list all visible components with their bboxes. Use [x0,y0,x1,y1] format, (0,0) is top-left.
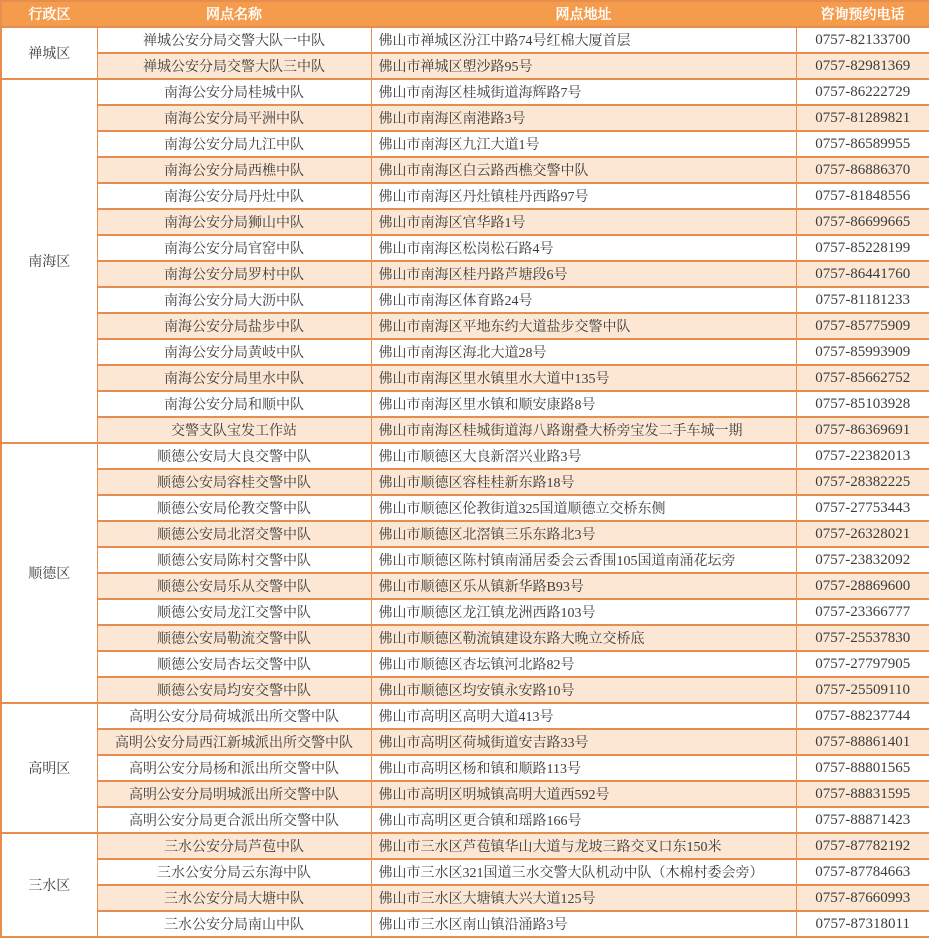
table-row [1,833,929,859]
address-cell: 佛山市高明区更合镇和瑶路166号 [371,807,796,833]
phone-cell: 0757-28382225 [796,469,929,495]
station-name-cell: 高明公安分局荷城派出所交警中队 [97,703,371,729]
station-name-cell: 顺德公安局乐从交警中队 [97,573,371,599]
header-station-address: 网点地址 [371,1,796,27]
phone-cell: 0757-85775909 [796,313,929,339]
table-row [1,209,929,235]
address-cell: 佛山市高明区杨和镇和顺路113号 [371,755,796,781]
table-row [1,365,929,391]
table-row [1,807,929,833]
station-name-cell: 顺德公安局陈村交警中队 [97,547,371,573]
district-cell: 禅城区 [1,27,97,79]
phone-cell: 0757-88861401 [796,729,929,755]
phone-cell: 0757-27753443 [796,495,929,521]
address-cell: 佛山市顺德区陈村镇南涌居委会云香围105国道南涌花坛旁 [371,547,796,573]
station-name-cell: 顺德公安局大良交警中队 [97,443,371,469]
phone-cell: 0757-88871423 [796,807,929,833]
table-row [1,27,929,53]
table-row [1,729,929,755]
station-name-cell: 南海公安分局黄岐中队 [97,339,371,365]
table-row [1,625,929,651]
table-row [1,391,929,417]
station-name-cell: 南海公安分局九江中队 [97,131,371,157]
station-name-cell: 顺德公安局伦教交警中队 [97,495,371,521]
address-cell: 佛山市南海区体育路24号 [371,287,796,313]
phone-cell: 0757-26328021 [796,521,929,547]
address-cell: 佛山市三水区321国道三水交警大队机动中队（木棉村委会旁） [371,859,796,885]
phone-cell: 0757-25509110 [796,677,929,703]
table-row [1,417,929,443]
address-cell: 佛山市南海区里水镇里水大道中135号 [371,365,796,391]
address-cell: 佛山市南海区官华路1号 [371,209,796,235]
table-row [1,651,929,677]
phone-cell: 0757-85228199 [796,235,929,261]
table-row [1,495,929,521]
table-row [1,781,929,807]
phone-cell: 0757-81181233 [796,287,929,313]
table-row [1,755,929,781]
station-name-cell: 三水公安分局芦苞中队 [97,833,371,859]
address-cell: 佛山市顺德区容桂桂新东路18号 [371,469,796,495]
phone-cell: 0757-86699665 [796,209,929,235]
district-cell: 南海区 [1,79,97,443]
district-cell: 高明区 [1,703,97,833]
address-cell: 佛山市南海区白云路西樵交警中队 [371,157,796,183]
station-name-cell: 南海公安分局大沥中队 [97,287,371,313]
address-cell: 佛山市禅城区汾江中路74号红棉大厦首层 [371,27,796,53]
phone-cell: 0757-86369691 [796,417,929,443]
address-cell: 佛山市高明区高明大道413号 [371,703,796,729]
station-name-cell: 南海公安分局平洲中队 [97,105,371,131]
address-cell: 佛山市顺德区北滘镇三乐东路北3号 [371,521,796,547]
table-row [1,53,929,79]
table-row [1,131,929,157]
address-cell: 佛山市顺德区大良新滘兴业路3号 [371,443,796,469]
station-name-cell: 南海公安分局罗村中队 [97,261,371,287]
phone-cell: 0757-81289821 [796,105,929,131]
phone-cell: 0757-86441760 [796,261,929,287]
address-cell: 佛山市高明区荷城街道安吉路33号 [371,729,796,755]
phone-cell: 0757-88831595 [796,781,929,807]
address-cell: 佛山市顺德区乐从镇新华路B93号 [371,573,796,599]
phone-cell: 0757-82981369 [796,53,929,79]
table-row [1,183,929,209]
table-row [1,261,929,287]
address-cell: 佛山市三水区南山镇沿涌路3号 [371,911,796,937]
phone-cell: 0757-85103928 [796,391,929,417]
address-cell: 佛山市南海区松岗松石路4号 [371,235,796,261]
phone-cell: 0757-86589955 [796,131,929,157]
table-row [1,105,929,131]
station-name-cell: 禅城公安分局交警大队一中队 [97,27,371,53]
address-cell: 佛山市南海区桂城街道海八路谢叠大桥旁宝发二手车城一期 [371,417,796,443]
table-row [1,885,929,911]
phone-cell: 0757-25537830 [796,625,929,651]
header-phone: 咨询预约电话 [796,1,929,27]
address-cell: 佛山市顺德区勒流镇建设东路大晚立交桥底 [371,625,796,651]
station-name-cell: 顺德公安局杏坛交警中队 [97,651,371,677]
station-name-cell: 顺德公安局龙江交警中队 [97,599,371,625]
district-cell: 顺德区 [1,443,97,703]
table-row [1,547,929,573]
table-row [1,443,929,469]
address-cell: 佛山市顺德区均安镇永安路10号 [371,677,796,703]
phone-cell: 0757-28869600 [796,573,929,599]
station-name-cell: 交警支队宝发工作站 [97,417,371,443]
address-cell: 佛山市禅城区塱沙路95号 [371,53,796,79]
address-cell: 佛山市顺德区杏坛镇河北路82号 [371,651,796,677]
table-row [1,313,929,339]
station-name-cell: 南海公安分局盐步中队 [97,313,371,339]
phone-cell: 0757-81848556 [796,183,929,209]
station-name-cell: 顺德公安局均安交警中队 [97,677,371,703]
phone-cell: 0757-85662752 [796,365,929,391]
phone-cell: 0757-87782192 [796,833,929,859]
phone-cell: 0757-22382013 [796,443,929,469]
phone-cell: 0757-86222729 [796,79,929,105]
station-name-cell: 顺德公安局北滘交警中队 [97,521,371,547]
phone-cell: 0757-82133700 [796,27,929,53]
station-name-cell: 南海公安分局和顺中队 [97,391,371,417]
station-name-cell: 南海公安分局丹灶中队 [97,183,371,209]
header-district: 行政区 [1,1,97,27]
table-row [1,573,929,599]
phone-cell: 0757-87318011 [796,911,929,937]
station-name-cell: 三水公安分局南山中队 [97,911,371,937]
address-cell: 佛山市高明区明城镇高明大道西592号 [371,781,796,807]
phone-cell: 0757-88237744 [796,703,929,729]
phone-cell: 0757-85993909 [796,339,929,365]
address-cell: 佛山市南海区海北大道28号 [371,339,796,365]
address-cell: 佛山市南海区丹灶镇桂丹西路97号 [371,183,796,209]
address-cell: 佛山市三水区大塘镇大兴大道125号 [371,885,796,911]
phone-cell: 0757-87660993 [796,885,929,911]
station-name-cell: 三水公安分局云东海中队 [97,859,371,885]
address-cell: 佛山市南海区平地东约大道盐步交警中队 [371,313,796,339]
station-name-cell: 高明公安分局西江新城派出所交警中队 [97,729,371,755]
address-cell: 佛山市三水区芦苞镇华山大道与龙坡三路交叉口东150米 [371,833,796,859]
address-cell: 佛山市南海区里水镇和顺安康路8号 [371,391,796,417]
station-name-cell: 南海公安分局里水中队 [97,365,371,391]
address-cell: 佛山市南海区桂城街道海辉路7号 [371,79,796,105]
phone-cell: 0757-87784663 [796,859,929,885]
station-name-cell: 高明公安分局明城派出所交警中队 [97,781,371,807]
table-row [1,521,929,547]
station-name-cell: 顺德公安局容桂交警中队 [97,469,371,495]
address-cell: 佛山市南海区九江大道1号 [371,131,796,157]
district-cell: 三水区 [1,833,97,937]
phone-cell: 0757-88801565 [796,755,929,781]
table-row [1,235,929,261]
station-name-cell: 三水公安分局大塘中队 [97,885,371,911]
table-row [1,469,929,495]
table-row [1,79,929,105]
phone-cell: 0757-23366777 [796,599,929,625]
station-name-cell: 南海公安分局狮山中队 [97,209,371,235]
table-row [1,703,929,729]
table-row [1,157,929,183]
address-cell: 佛山市顺德区伦教街道325国道顺德立交桥东侧 [371,495,796,521]
station-name-cell: 顺德公安局勒流交警中队 [97,625,371,651]
station-name-cell: 高明公安分局更合派出所交警中队 [97,807,371,833]
address-cell: 佛山市南海区南港路3号 [371,105,796,131]
table-row [1,339,929,365]
header-station-name: 网点名称 [97,1,371,27]
table-row [1,599,929,625]
station-name-cell: 南海公安分局西樵中队 [97,157,371,183]
address-cell: 佛山市南海区桂丹路芦塘段6号 [371,261,796,287]
table-row [1,287,929,313]
phone-cell: 0757-27797905 [796,651,929,677]
phone-cell: 0757-86886370 [796,157,929,183]
station-name-cell: 南海公安分局官窑中队 [97,235,371,261]
table-row [1,677,929,703]
header-row [1,1,929,27]
address-cell: 佛山市顺德区龙江镇龙洲西路103号 [371,599,796,625]
table-row [1,859,929,885]
station-name-cell: 高明公安分局杨和派出所交警中队 [97,755,371,781]
table-row [1,911,929,937]
station-name-cell: 禅城公安分局交警大队三中队 [97,53,371,79]
station-name-cell: 南海公安分局桂城中队 [97,79,371,105]
phone-cell: 0757-23832092 [796,547,929,573]
